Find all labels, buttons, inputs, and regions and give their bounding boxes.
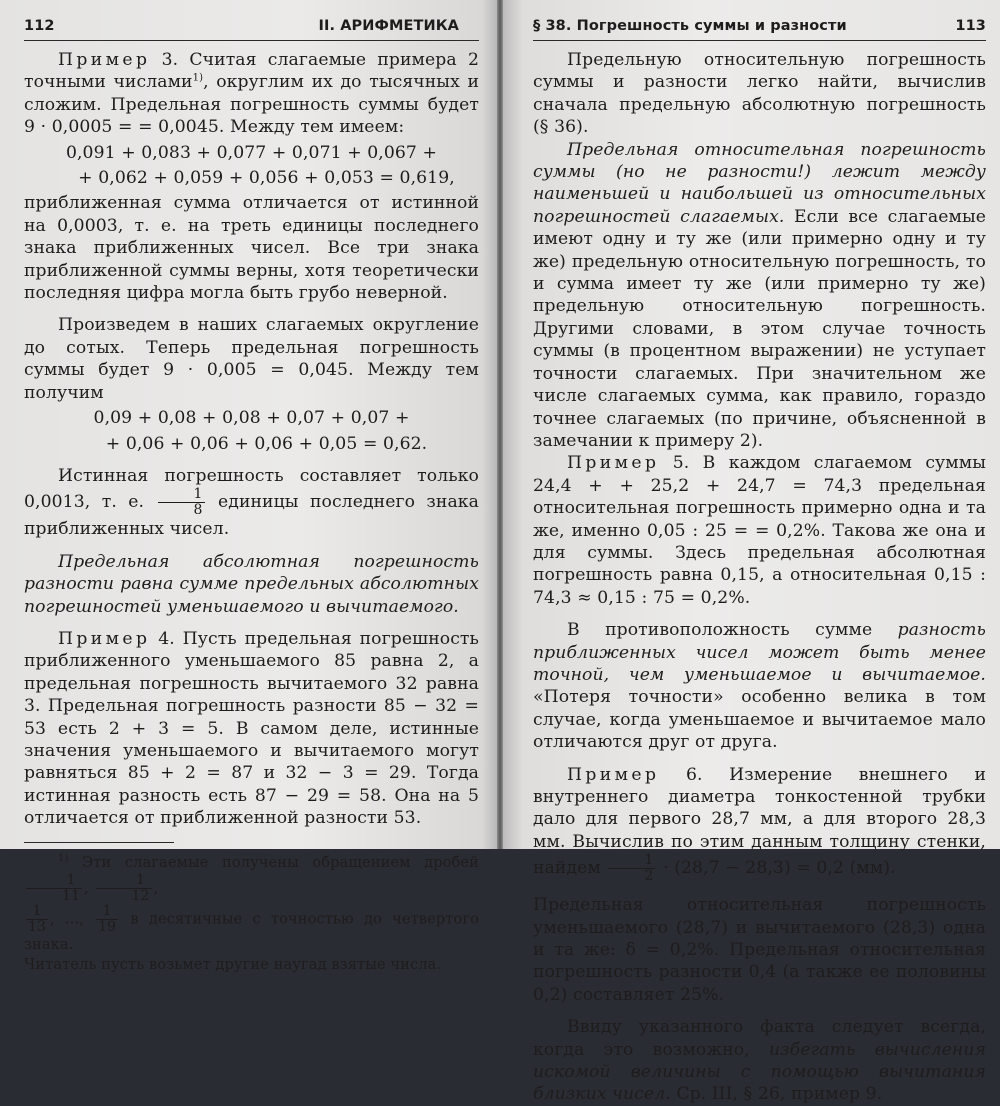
- right-running-head: [533, 0, 986, 41]
- formula-line: 0,091 + 0,083 + 0,077 + 0,071 + 0,067 +: [65, 142, 438, 163]
- example-6-paragraph: Пример 6. Измерение внешнего и внутреннего диаметра тонкостенной трубки дало для первого 28,7 мм, а для второго 28,3 мм. Вычислив по этим данным толщину стенки, найдем $\frac{1}{2}$ · (28,7 − 28,3) = 0,2 (мм).: [533, 764, 986, 885]
- right-page: [503, 0, 1000, 1105]
- paragraph: Предельную относительную погрешность суммы и разности легко найти, вычислив сначала предельную абсолютную погрешность (§ 36).: [533, 50, 986, 138]
- fraction: $\frac{1}{2}$: [608, 853, 655, 884]
- example-3-paragraph: Пример 3. Считая слагаемые примера 2 точными числами$^{1)}$, округлим их до тысячных и сложим. Предельная погрешность суммы будет 9 · 0,0005 = = 0,0045. Между тем имеем:: [24, 50, 479, 138]
- fraction: $\frac{1}{13}$: [28, 902, 47, 935]
- right-section-title: § 38. Погрешность суммы и разности: [533, 18, 847, 34]
- paragraph: Ввиду указанного факта следует всегда, когда это возможно, избегать вычисления искомой величины с помощью вычитания близких чисел. Ср. III, § 26, пример 9.: [533, 1017, 986, 1105]
- example-label: Пример: [58, 628, 151, 649]
- left-page: [0, 0, 497, 973]
- paragraph: В противоположность сумме разность приближенных чисел может быть менее точной, чем уменьшаемое и вычитаемое. «Потеря точности» особенно велика в том случае, когда уменьшаемое и вычитаемое мало отличаются друг от друга.: [533, 620, 986, 753]
- formula-line: + 0,062 + 0,059 + 0,056 + 0,053 = 0,619,: [78, 168, 455, 189]
- rule-statement: Предельная абсолютная погрешность разности равна сумме предельных абсолютных погрешностей уменьшаемого и вычитаемого.: [24, 551, 479, 617]
- paragraph: Произведем в наших слагаемых округление до сотых. Теперь предельная погрешность суммы будет 9 · 0,005 = 0,045. Между тем получим: [24, 315, 479, 403]
- example-4-paragraph: Пример 4. Пусть предельная погрешность приближенного уменьшаемого 85 равна 2, а предельная погрешность вычитаемого 32 равна 3. Предельная погрешность разности 85 − 32 = 53 есть 2 + 3 = 5. В самом деле, истинные значения уменьшаемого и вычитаемого могут равняться 85 + 2 = 87 и 32 − 3 = 29. Тогда истинная разность есть 87 − 29 = 58. Она на 5 отличается от приближенной разности 53.: [24, 628, 479, 829]
- left-page-number: 112: [24, 18, 55, 34]
- fraction: $\frac{1}{8}$: [158, 487, 205, 518]
- paragraph: Предельная относительная погрешность суммы (но не разности!) лежит между наименьшей и наибольшей из относительных погрешностей слагаемых. Если все слагаемые имеют одну и ту же (или примерно одну и ту же) предельную относительную погрешность, то и сумма имеет ту же (или примерно ту же) предельную относительную погрешность. Другими словами, в этом случае точность суммы (в процентном выражении) не уступает точности слагаемых. При значительном же числе слагаемых сумма, как правило, гораздо точнее слагаемых (по причине, объясненной в замечании к примеру 2).: [533, 139, 986, 451]
- formula-line: 0,09 + 0,08 + 0,08 + 0,07 + 0,07 +: [93, 408, 410, 429]
- formula-line: + 0,06 + 0,06 + 0,06 + 0,05 = 0,62.: [105, 433, 428, 454]
- example-label: Пример: [58, 50, 151, 70]
- fraction: $\frac{1}{11}$: [26, 873, 82, 904]
- paragraph: Предельная относительная погрешность уменьшаемого (28,7) и вычитаемого (28,3) одна и та же: δ = 0,2%. Предельная относительная погрешность разности 0,4 (а также ее половины 0,2) составляет 25%.: [533, 895, 986, 1005]
- right-page-number: 113: [955, 18, 986, 34]
- left-chapter-title: II. АРИФМЕТИКА: [318, 18, 459, 34]
- example-5-paragraph: Пример 5. В каждом слагаемом суммы 24,4 + + 25,2 + 24,7 = 74,3 предельная относительная погрешность примерно одна и та же, именно 0,05 : 25 = = 0,2%. Такова же она и для суммы. Здесь предельная абсолютная погрешность равна 0,15, а относительная 0,15 : 74,3 ≈ 0,15 : 75 = 0,2%.: [533, 453, 986, 608]
- paragraph: приближенная сумма отличается от истинной на 0,0003, т. е. на треть единицы последнего знака приближенных чисел. Все три знака приближенной суммы верны, хотя теоретически последняя цифра могла быть грубо неверной.: [24, 193, 479, 304]
- paragraph: Истинная погрешность составляет только 0,0013, т. е. $\frac{1}{8}$ единицы последнего знака приближенных чисел.: [24, 465, 479, 540]
- footnote-ref: 1): [192, 72, 204, 84]
- fraction: $\frac{1}{12}$: [96, 873, 152, 904]
- footnote-divider: [24, 842, 174, 843]
- fraction: $\frac{1}{19}$: [98, 902, 117, 935]
- footnote-marker: 1): [58, 852, 69, 864]
- left-running-head: [24, 0, 479, 41]
- example-label: Пример: [567, 453, 660, 474]
- footnote: $^{1)}$ Эти слагаемые получены обращением дробей $\frac{1}{11}$ , $\frac{1}{12}$ , $\frac{1}{13}$ , ..., $\frac{1}{19}$ в десятичные с точностью до четвертого знака. Читатель пусть возьмет другие наугад взятые числа.: [24, 852, 479, 973]
- example-label: Пример: [567, 764, 660, 785]
